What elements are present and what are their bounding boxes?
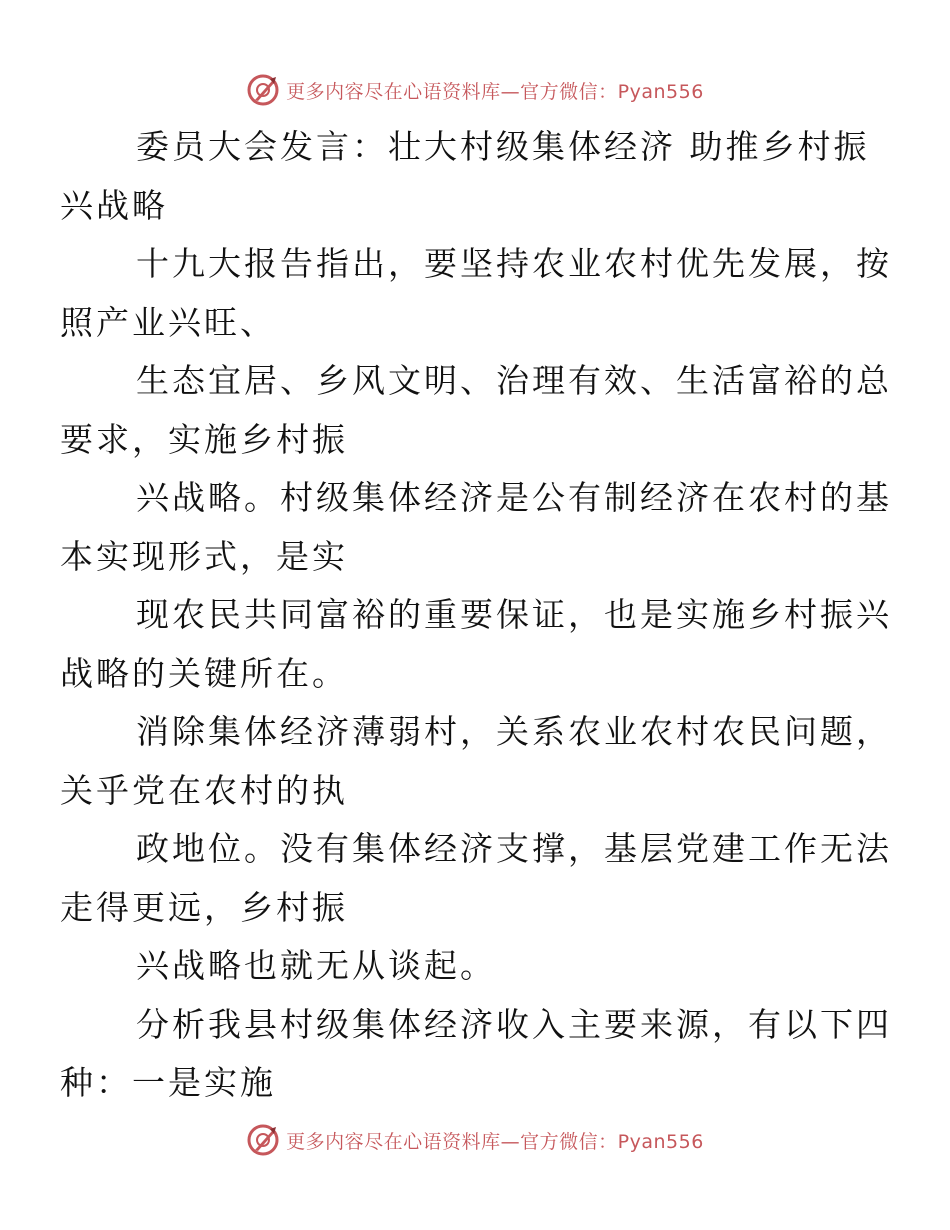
watermark-text: 更多内容尽在心语资料库—官方微信：Pyan556 (286, 80, 704, 103)
paragraph (60, 586, 892, 703)
paragraph-line: 兴战略 (60, 185, 168, 225)
paragraph (60, 820, 892, 937)
paragraph-line: 兴战略也就无从谈起。 (136, 946, 496, 985)
paragraph-line: 种：一是实施 (60, 1063, 276, 1102)
paragraph-line: 十九大报告指出，要坚持农业农村优先发展，按 (136, 244, 892, 283)
paragraph (60, 996, 892, 1113)
paragraph-line: 委员大会发言：壮大村级集体经济 助推乡村振 (136, 127, 870, 166)
paragraph-line: 现农民共同富裕的重要保证，也是实施乡村振兴 (136, 595, 892, 634)
paragraph-line: 兴战略。村级集体经济是公有制经济在农村的基 (136, 478, 892, 517)
pen-logo-icon (246, 73, 280, 107)
footer-watermark (0, 1120, 950, 1160)
pen-logo-icon (246, 1123, 280, 1157)
paragraph-line: 走得更远，乡村振 (60, 887, 348, 927)
paragraph-line: 消除集体经济薄弱村，关系农业农村农民问题， (136, 712, 892, 751)
document-body (60, 118, 892, 1113)
paragraph (60, 235, 892, 352)
paragraph-line: 生态宜居、乡风文明、治理有效、生活富裕的总 (136, 361, 892, 400)
paragraph-line: 照产业兴旺、 (60, 302, 276, 342)
paragraph-line: 要求，实施乡村振 (60, 419, 348, 459)
paragraph-line: 本实现形式，是实 (60, 536, 348, 576)
paragraph-line: 分析我县村级集体经济收入主要来源，有以下四 (136, 1004, 892, 1044)
paragraph-title (60, 118, 870, 235)
paragraph-line: 政地位。没有集体经济支撑，基层党建工作无法 (136, 829, 892, 868)
paragraph-line: 战略的关键所在。 (60, 653, 348, 693)
paragraph (60, 703, 892, 820)
paragraph (60, 469, 892, 586)
watermark-text: 更多内容尽在心语资料库—官方微信：Pyan556 (286, 1130, 704, 1153)
header-watermark (0, 70, 950, 110)
paragraph-line: 关乎党在农村的执 (60, 770, 348, 810)
paragraph (60, 352, 892, 469)
paragraph (98, 937, 854, 996)
